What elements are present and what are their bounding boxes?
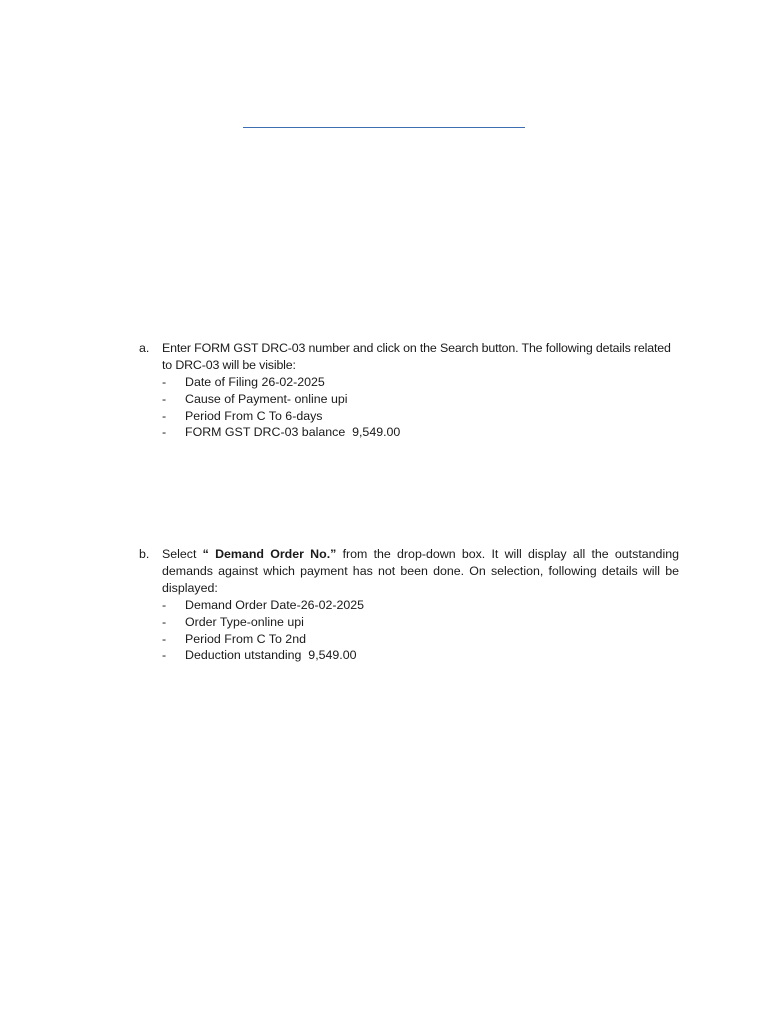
step-b-text-after: from the drop-down box. It will display all the outstanding demands against which payment has not been done. On selection, following details will be displayed:	[162, 547, 679, 595]
demand-order-no-label: “ Demand Order No.”	[202, 547, 337, 561]
detail-text: Order Type-online upi	[185, 614, 304, 629]
list-item	[162, 647, 679, 664]
list-item	[162, 614, 679, 631]
list-item	[162, 374, 679, 391]
step-b-letter: b.	[139, 547, 150, 561]
bullet-dash: -	[162, 425, 167, 440]
bullet-dash: -	[162, 391, 167, 406]
detail-text: FORM GST DRC-03 balance 9,549.00	[185, 425, 401, 440]
step-a-letter: a.	[139, 341, 150, 355]
list-item	[162, 631, 679, 648]
detail-text: Period From C To 2nd	[185, 631, 306, 646]
list-item	[162, 597, 679, 614]
list-item	[162, 391, 679, 408]
step-b-text-before: Select	[162, 547, 203, 561]
step-b-details-list	[162, 597, 679, 664]
bullet-dash: -	[162, 614, 167, 629]
detail-text: Deduction utstanding 9,549.00	[185, 648, 357, 663]
list-item	[162, 424, 679, 441]
step-b	[139, 546, 679, 664]
bullet-dash: -	[162, 408, 167, 423]
step-b-text	[162, 546, 679, 597]
step-a-body	[162, 340, 679, 441]
bullet-dash: -	[162, 648, 167, 663]
step-a-text: Enter FORM GST DRC-03 number and click on the Search button. The following details related to DRC-03 will be visible:	[162, 341, 671, 372]
step-a-details-list	[162, 374, 679, 441]
detail-text: Period From C To 6-days	[185, 408, 323, 423]
list-item	[162, 408, 679, 425]
step-a	[139, 340, 679, 441]
header-rule	[243, 127, 525, 128]
step-b-body	[162, 546, 679, 664]
bullet-dash: -	[162, 375, 167, 389]
bullet-dash: -	[162, 631, 167, 646]
bullet-dash: -	[162, 598, 167, 612]
detail-text: Date of Filing 26-02-2025	[185, 375, 325, 389]
detail-text: Demand Order Date-26-02-2025	[185, 598, 365, 612]
detail-text: Cause of Payment- online upi	[185, 391, 348, 406]
